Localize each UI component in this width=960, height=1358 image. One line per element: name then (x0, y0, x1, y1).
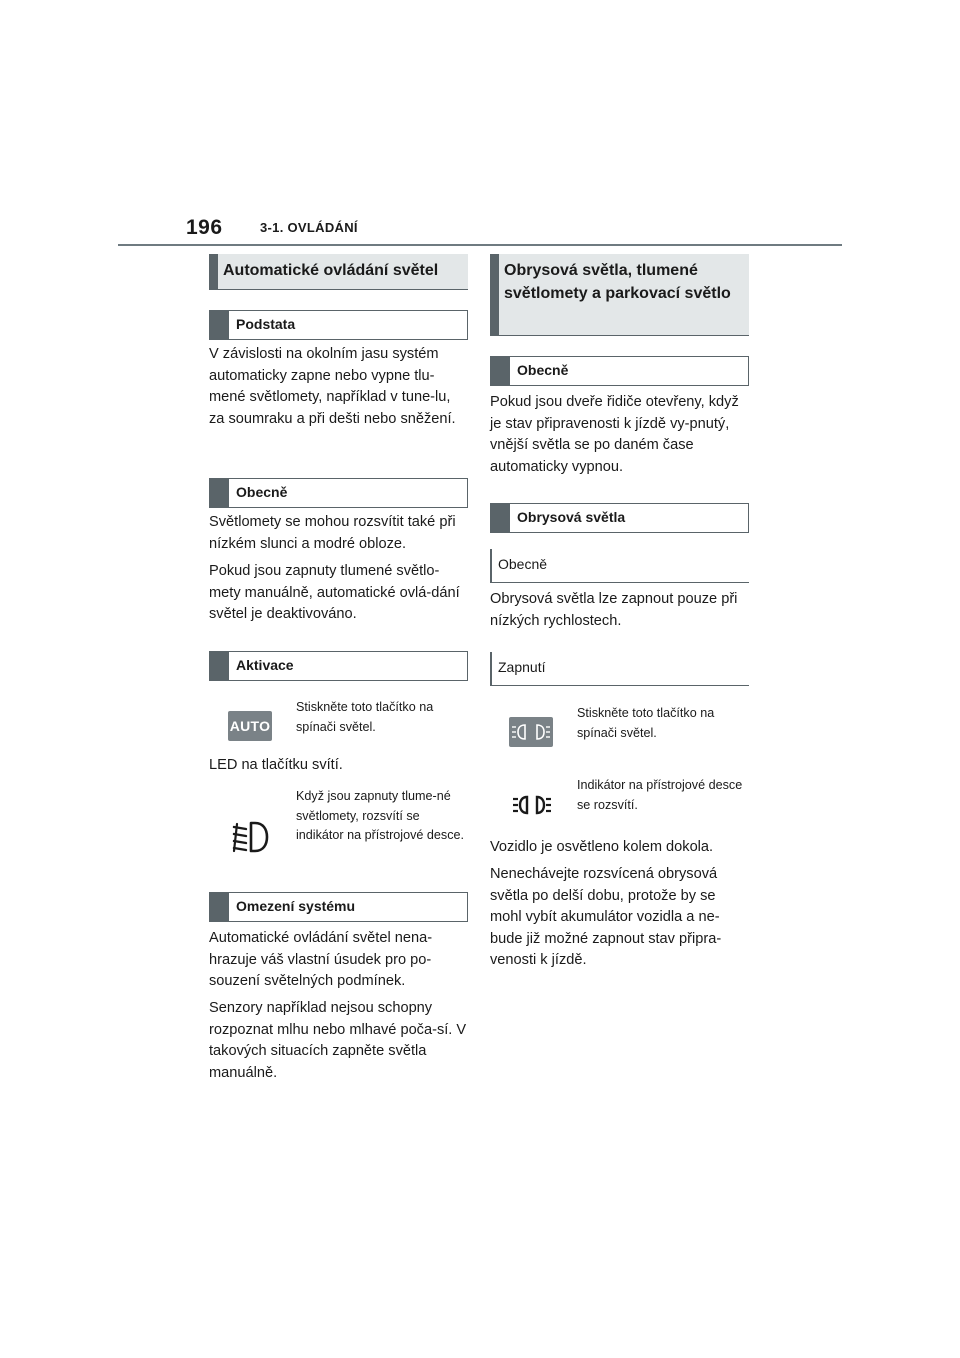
auto-icon-label: AUTO (229, 718, 271, 734)
auto-button-description: Stiskněte toto tlačítko na spínači světel. (296, 700, 434, 734)
low-beam-indicator-icon (231, 818, 271, 856)
section-title-side-lights: Obrysová světla, tlumené světlomety a parkovací světlo (490, 254, 749, 336)
chapter-title: 3-1. OVLÁDÁNÍ (260, 220, 358, 235)
side-light-button-icon (509, 717, 553, 747)
paragraph-low-speed: Obrysová světla lze zapnout pouze při nízkých rychlostech. (490, 591, 738, 629)
paragraph-limitation-judgement: Automatické ovládání světel nena-hrazuje váš vlastní úsudek pro po-souzení světelných podmínek. (209, 930, 433, 989)
section-title-auto-lights: Automatické ovládání světel (209, 254, 468, 290)
paragraph-led-lit: LED na tlačítku svítí. (209, 757, 343, 773)
subheading-podstata: Podstata (209, 310, 468, 340)
side-light-button-description: Stiskněte toto tlačítko na spínači světel. (577, 706, 715, 740)
subheading-obecne: Obecně (209, 478, 468, 508)
side-light-indicator-icon (512, 793, 552, 817)
side-light-indicator-description: Indikátor na přístrojové desce se rozsvítí. (577, 778, 743, 812)
subheading-aktivace: Aktivace (209, 651, 468, 681)
minor-heading-obecne: Obecně (490, 549, 749, 583)
subheading-omezeni: Omezení systému (209, 892, 468, 922)
paragraph-principle: V závislosti na okolním jasu systém automaticky zapne nebo vypne tlu-mené světlomety, například v tune-lu, za soumraku a při dešti nebo sněžení. (209, 346, 456, 427)
paragraph-manual-deactivates: Pokud jsou zapnuty tlumené světlo-mety manuálně, automatické ovlá-dání světel je deaktivováno. (209, 563, 460, 622)
low-beam-description: Když jsou zapnuty tlume-né světlomety, rozsvítí se indikátor na přístrojové desce. (296, 789, 465, 842)
paragraph-illuminated-around: Vozidlo je osvětleno kolem dokola. (490, 839, 714, 855)
subheading-obecne-right: Obecně (490, 356, 749, 386)
paragraph-door-open: Pokud jsou dveře řidiče otevřeny, když je stav připravenosti k jízdě vy-pnutý, vnější světla se po daném čase automaticky vypnou. (490, 394, 739, 475)
header-rule (118, 244, 842, 246)
subheading-obrysova-svetla: Obrysová světla (490, 503, 749, 533)
auto-button-icon (228, 711, 272, 741)
paragraph-sensors-fog: Senzory například nejsou schopny rozpoznat mlhu nebo mlhavé poča-sí. V takových situacích zapněte světla manuálně. (209, 1000, 467, 1081)
paragraph-battery-warning: Nenechávejte rozsvícená obrysová světla po delší dobu, protože by se mohl vybít akumulátor vozidla a ne-bude již možné zapnout stav připra-venosti k jízdě. (490, 866, 722, 968)
minor-heading-zapnuti: Zapnutí (490, 652, 749, 686)
paragraph-low-sun: Světlomety se mohou rozsvítit také při nízkém slunci a modré obloze. (209, 514, 456, 552)
page-number: 196 (186, 216, 223, 239)
